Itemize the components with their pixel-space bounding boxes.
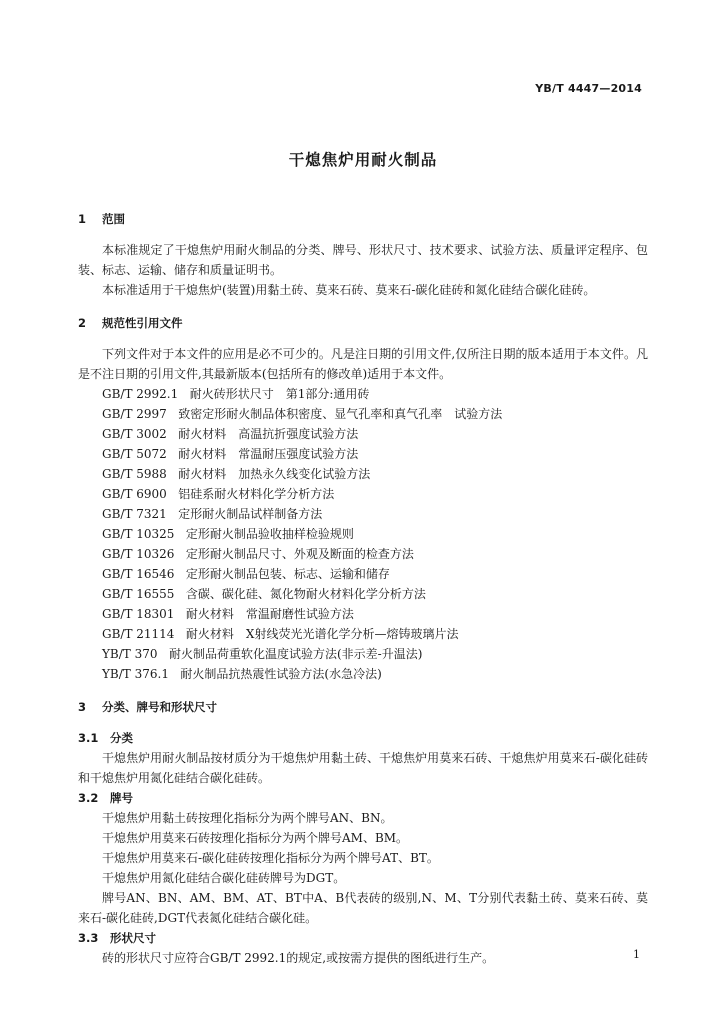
reference-title: 耐火制品抗热震性试验方法(水急冷法) — [180, 667, 382, 681]
reference-item — [78, 564, 648, 584]
reference-title: 耐火砖形状尺寸 第1部分:通用砖 — [189, 387, 370, 401]
section-heading-1: 1 范围 — [78, 212, 125, 226]
standard-code: YB/T 4447—2014 — [535, 82, 642, 95]
reference-code: GB/T 5072 — [102, 447, 167, 461]
reference-code: GB/T 18301 — [102, 607, 175, 621]
grade-paragraph-5: 牌号AN、BN、AM、BM、AT、BT中A、B代表砖的级别,N、M、T分别代表黏土砖、莫来石砖、莫来石-碳化硅砖,DGT代表氮化硅结合碳化硅。 — [78, 891, 648, 925]
reference-title: 含碳、碳化硅、氮化物耐火材料化学分析方法 — [185, 587, 426, 601]
reference-item — [78, 584, 648, 604]
reference-item — [78, 484, 648, 504]
classification-paragraph: 干熄焦炉用耐火制品按材质分为干熄焦炉用黏土砖、干熄焦炉用莫来石砖、干熄焦炉用莫来石-碳化硅砖和干熄焦炉用氮化硅结合碳化硅砖。 — [78, 751, 648, 785]
document-title: 干熄焦炉用耐火制品 — [288, 151, 438, 169]
reference-title: 耐火材料 常温耐压强度试验方法 — [178, 447, 359, 461]
grade-paragraph-3: 干熄焦炉用莫来石-碳化硅砖按理化指标分为两个牌号AT、BT。 — [102, 851, 439, 865]
grade-paragraph-4: 干熄焦炉用氮化硅结合碳化硅砖牌号为DGT。 — [102, 871, 346, 885]
reference-code: GB/T 10326 — [102, 547, 175, 561]
reference-code: GB/T 10325 — [102, 527, 175, 541]
reference-code: GB/T 7321 — [102, 507, 167, 521]
reference-title: 耐火材料 X射线荧光光谱化学分析—熔铸玻璃片法 — [185, 627, 459, 641]
grade-paragraph-1: 干熄焦炉用黏土砖按理化指标分为两个牌号AN、BN。 — [102, 811, 393, 825]
reference-item — [78, 404, 648, 424]
reference-item — [78, 544, 648, 564]
reference-code: GB/T 2997 — [102, 407, 167, 421]
reference-code: GB/T 16546 — [102, 567, 175, 581]
reference-list — [78, 384, 648, 684]
reference-code: GB/T 5988 — [102, 467, 167, 481]
section-heading-2: 2 规范性引用文件 — [78, 316, 183, 330]
grade-paragraph-2: 干熄焦炉用莫来石砖按理化指标分为两个牌号AM、BM。 — [102, 831, 409, 845]
reference-item — [78, 624, 648, 644]
reference-title: 耐火材料 高温抗折强度试验方法 — [178, 427, 359, 441]
reference-title: 耐火制品荷重软化温度试验方法(非示差-升温法) — [168, 647, 423, 661]
reference-item — [78, 464, 648, 484]
reference-title: 铝硅系耐火材料化学分析方法 — [178, 487, 335, 501]
reference-code: GB/T 6900 — [102, 487, 167, 501]
reference-item — [78, 424, 648, 444]
reference-code: GB/T 3002 — [102, 427, 167, 441]
reference-item — [78, 604, 648, 624]
scope-paragraph-2: 本标准适用于干熄焦炉(装置)用黏土砖、莫来石砖、莫来石-碳化硅砖和氮化硅结合碳化硅砖。 — [102, 283, 596, 297]
reference-code: YB/T 370 — [102, 647, 158, 661]
reference-item — [78, 524, 648, 544]
scope-paragraph-1: 本标准规定了干熄焦炉用耐火制品的分类、牌号、形状尺寸、技术要求、试验方法、质量评定程序、包装、标志、运输、储存和质量证明书。 — [78, 243, 648, 277]
reference-item — [78, 504, 648, 524]
references-intro: 下列文件对于本文件的应用是必不可少的。凡是注日期的引用文件,仅所注日期的版本适用于本文件。凡是不注日期的引用文件,其最新版本(包括所有的修改单)适用于本文件。 — [78, 347, 648, 381]
reference-title: 定形耐火制品验收抽样检验规则 — [185, 527, 354, 541]
reference-item — [78, 664, 648, 684]
reference-title: 定形耐火制品包装、标志、运输和储存 — [185, 567, 390, 581]
subsection-heading-3-3: 3.3 形状尺寸 — [78, 931, 156, 945]
document-body — [78, 209, 648, 968]
reference-code: GB/T 21114 — [102, 627, 175, 641]
page-number: 1 — [633, 948, 640, 961]
reference-title: 定形耐火制品试样制备方法 — [178, 507, 323, 521]
reference-item — [78, 644, 648, 664]
subsection-heading-3-2: 3.2 牌号 — [78, 791, 133, 805]
reference-title: 耐火材料 常温耐磨性试验方法 — [185, 607, 354, 621]
reference-title: 耐火材料 加热永久线变化试验方法 — [178, 467, 371, 481]
reference-code: GB/T 16555 — [102, 587, 175, 601]
reference-item — [78, 444, 648, 464]
reference-title: 致密定形耐火制品体积密度、显气孔率和真气孔率 试验方法 — [178, 407, 503, 421]
reference-item — [78, 384, 648, 404]
reference-code: YB/T 376.1 — [102, 667, 169, 681]
reference-code: GB/T 2992.1 — [102, 387, 179, 401]
section-heading-3: 3 分类、牌号和形状尺寸 — [78, 700, 217, 714]
subsection-heading-3-1: 3.1 分类 — [78, 731, 133, 745]
reference-title: 定形耐火制品尺寸、外观及断面的检查方法 — [185, 547, 414, 561]
shape-size-paragraph: 砖的形状尺寸应符合GB/T 2992.1的规定,或按需方提供的图纸进行生产。 — [102, 951, 495, 965]
